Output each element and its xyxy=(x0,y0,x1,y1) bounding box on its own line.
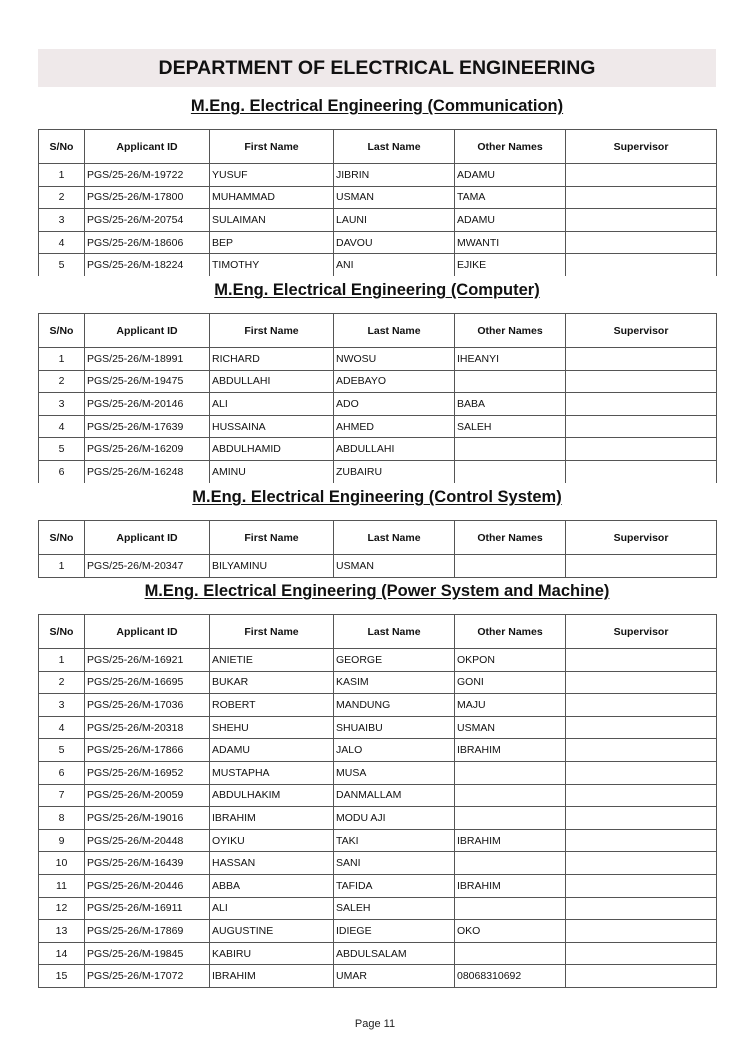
table-header-row xyxy=(39,130,717,164)
cell-applicant-id: PGS/25-26/M-19016 xyxy=(85,807,210,830)
table-row xyxy=(39,164,717,187)
cell-first-name: MUHAMMAD xyxy=(210,186,334,209)
cell-other-names: EJIKE xyxy=(455,254,566,276)
cell-applicant-id: PGS/25-26/M-16695 xyxy=(85,671,210,694)
cell-other-names xyxy=(455,942,566,965)
column-header-first-name: First Name xyxy=(210,521,334,555)
cell-sno: 1 xyxy=(39,164,85,187)
cell-supervisor xyxy=(566,761,717,784)
column-header-supervisor: Supervisor xyxy=(566,130,717,164)
cell-sno: 1 xyxy=(39,649,85,672)
cell-supervisor xyxy=(566,807,717,830)
cell-other-names: OKO xyxy=(455,920,566,943)
cell-applicant-id: PGS/25-26/M-20754 xyxy=(85,209,210,232)
cell-first-name: ABDULHAMID xyxy=(210,438,334,461)
cell-applicant-id: PGS/25-26/M-16209 xyxy=(85,438,210,461)
cell-sno: 7 xyxy=(39,784,85,807)
cell-first-name: SHEHU xyxy=(210,716,334,739)
column-header-first-name: First Name xyxy=(210,130,334,164)
table-row xyxy=(39,254,717,276)
cell-last-name: MUSA xyxy=(334,761,455,784)
cell-first-name: SULAIMAN xyxy=(210,209,334,232)
table-row xyxy=(39,784,717,807)
page-number: Page 11 xyxy=(354,1018,396,1030)
cell-first-name: TIMOTHY xyxy=(210,254,334,276)
cell-supervisor xyxy=(566,164,717,187)
cell-applicant-id: PGS/25-26/M-20059 xyxy=(85,784,210,807)
cell-supervisor xyxy=(566,920,717,943)
cell-first-name: MUSTAPHA xyxy=(210,761,334,784)
cell-other-names xyxy=(455,784,566,807)
cell-sno: 2 xyxy=(39,370,85,393)
table-row xyxy=(39,209,717,232)
cell-other-names: GONI xyxy=(455,671,566,694)
cell-supervisor xyxy=(566,694,717,717)
cell-sno: 13 xyxy=(39,920,85,943)
table-header-row xyxy=(39,521,717,555)
cell-applicant-id: PGS/25-26/M-19845 xyxy=(85,942,210,965)
column-header-last-name: Last Name xyxy=(334,615,455,649)
column-header-other-names: Other Names xyxy=(455,314,566,348)
cell-sno: 12 xyxy=(39,897,85,920)
cell-supervisor xyxy=(566,942,717,965)
cell-first-name: BILYAMINU xyxy=(210,555,334,578)
table-power-system xyxy=(38,614,717,988)
cell-last-name: USMAN xyxy=(334,186,455,209)
cell-last-name: DAVOU xyxy=(334,231,455,254)
column-header-supervisor: Supervisor xyxy=(566,314,717,348)
cell-first-name: HUSSAINA xyxy=(210,415,334,438)
table-row xyxy=(39,965,717,988)
table-row xyxy=(39,829,717,852)
table-row xyxy=(39,897,717,920)
cell-applicant-id: PGS/25-26/M-17800 xyxy=(85,186,210,209)
table-header-row xyxy=(39,615,717,649)
cell-applicant-id: PGS/25-26/M-20347 xyxy=(85,555,210,578)
cell-last-name: MANDUNG xyxy=(334,694,455,717)
cell-supervisor xyxy=(566,438,717,461)
table-row xyxy=(39,852,717,875)
cell-applicant-id: PGS/25-26/M-20446 xyxy=(85,874,210,897)
cell-last-name: ADEBAYO xyxy=(334,370,455,393)
column-header-other-names: Other Names xyxy=(455,130,566,164)
table-row xyxy=(39,942,717,965)
cell-last-name: DANMALLAM xyxy=(334,784,455,807)
table-row xyxy=(39,920,717,943)
cell-supervisor xyxy=(566,829,717,852)
cell-first-name: IBRAHIM xyxy=(210,807,334,830)
cell-applicant-id: PGS/25-26/M-20448 xyxy=(85,829,210,852)
cell-supervisor xyxy=(566,739,717,762)
cell-sno: 5 xyxy=(39,254,85,276)
cell-other-names: IBRAHIM xyxy=(455,829,566,852)
table-row xyxy=(39,761,717,784)
cell-last-name: SANI xyxy=(334,852,455,875)
column-header-last-name: Last Name xyxy=(334,314,455,348)
cell-first-name: ABDULLAHI xyxy=(210,370,334,393)
table-row xyxy=(39,694,717,717)
cell-other-names: BABA xyxy=(455,393,566,416)
cell-last-name: GEORGE xyxy=(334,649,455,672)
cell-applicant-id: PGS/25-26/M-18606 xyxy=(85,231,210,254)
column-header-supervisor: Supervisor xyxy=(566,615,717,649)
cell-sno: 4 xyxy=(39,231,85,254)
cell-supervisor xyxy=(566,186,717,209)
cell-other-names xyxy=(455,897,566,920)
cell-last-name: LAUNI xyxy=(334,209,455,232)
column-header-applicant-id: Applicant ID xyxy=(85,615,210,649)
cell-other-names xyxy=(455,555,566,578)
cell-last-name: SHUAIBU xyxy=(334,716,455,739)
cell-applicant-id: PGS/25-26/M-16921 xyxy=(85,649,210,672)
column-header-other-names: Other Names xyxy=(455,615,566,649)
cell-applicant-id: PGS/25-26/M-17866 xyxy=(85,739,210,762)
cell-last-name: ABDULSALAM xyxy=(334,942,455,965)
cell-applicant-id: PGS/25-26/M-16439 xyxy=(85,852,210,875)
column-header-other-names: Other Names xyxy=(455,521,566,555)
department-title: DEPARTMENT OF ELECTRICAL ENGINEERING xyxy=(158,56,596,79)
cell-first-name: AUGUSTINE xyxy=(210,920,334,943)
table-row xyxy=(39,348,717,371)
cell-sno: 1 xyxy=(39,555,85,578)
cell-first-name: RICHARD xyxy=(210,348,334,371)
table-computer xyxy=(38,313,717,483)
cell-sno: 3 xyxy=(39,393,85,416)
table-row xyxy=(39,231,717,254)
table-row xyxy=(39,438,717,461)
cell-other-names: SALEH xyxy=(455,415,566,438)
cell-first-name: ADAMU xyxy=(210,739,334,762)
table-row xyxy=(39,415,717,438)
cell-supervisor xyxy=(566,254,717,276)
cell-applicant-id: PGS/25-26/M-17869 xyxy=(85,920,210,943)
column-header-first-name: First Name xyxy=(210,615,334,649)
cell-last-name: TAKI xyxy=(334,829,455,852)
cell-first-name: HASSAN xyxy=(210,852,334,875)
cell-supervisor xyxy=(566,671,717,694)
column-header-last-name: Last Name xyxy=(334,130,455,164)
table-row xyxy=(39,649,717,672)
cell-last-name: NWOSU xyxy=(334,348,455,371)
cell-last-name: AHMED xyxy=(334,415,455,438)
cell-first-name: YUSUF xyxy=(210,164,334,187)
cell-supervisor xyxy=(566,965,717,988)
cell-applicant-id: PGS/25-26/M-17036 xyxy=(85,694,210,717)
table-row xyxy=(39,460,717,482)
department-header-band xyxy=(38,49,716,87)
cell-first-name: ROBERT xyxy=(210,694,334,717)
section-title-communication: M.Eng. Electrical Engineering (Communication) xyxy=(190,97,564,115)
cell-other-names: IHEANYI xyxy=(455,348,566,371)
cell-other-names xyxy=(455,761,566,784)
cell-last-name: ANI xyxy=(334,254,455,276)
column-header-last-name: Last Name xyxy=(334,521,455,555)
cell-other-names: TAMA xyxy=(455,186,566,209)
cell-sno: 2 xyxy=(39,671,85,694)
cell-last-name: ABDULLAHI xyxy=(334,438,455,461)
cell-other-names: OKPON xyxy=(455,649,566,672)
table-row xyxy=(39,393,717,416)
cell-supervisor xyxy=(566,716,717,739)
cell-other-names: ADAMU xyxy=(455,209,566,232)
cell-applicant-id: PGS/25-26/M-18991 xyxy=(85,348,210,371)
cell-applicant-id: PGS/25-26/M-16248 xyxy=(85,460,210,482)
cell-applicant-id: PGS/25-26/M-18224 xyxy=(85,254,210,276)
column-header-sno: S/No xyxy=(39,615,85,649)
cell-supervisor xyxy=(566,231,717,254)
cell-sno: 6 xyxy=(39,460,85,482)
cell-first-name: BUKAR xyxy=(210,671,334,694)
cell-last-name: ADO xyxy=(334,393,455,416)
table-row xyxy=(39,671,717,694)
cell-sno: 2 xyxy=(39,186,85,209)
section-title-computer: M.Eng. Electrical Engineering (Computer) xyxy=(214,281,540,299)
cell-other-names: IBRAHIM xyxy=(455,874,566,897)
cell-other-names xyxy=(455,807,566,830)
cell-supervisor xyxy=(566,555,717,578)
column-header-sno: S/No xyxy=(39,314,85,348)
cell-first-name: OYIKU xyxy=(210,829,334,852)
cell-supervisor xyxy=(566,852,717,875)
cell-sno: 5 xyxy=(39,438,85,461)
table-row xyxy=(39,716,717,739)
cell-first-name: BEP xyxy=(210,231,334,254)
cell-other-names: IBRAHIM xyxy=(455,739,566,762)
cell-last-name: ZUBAIRU xyxy=(334,460,455,482)
table-row xyxy=(39,370,717,393)
cell-first-name: ALI xyxy=(210,393,334,416)
cell-sno: 3 xyxy=(39,209,85,232)
section-title-power-system: M.Eng. Electrical Engineering (Power System and Machine) xyxy=(144,582,610,600)
table-control-system xyxy=(38,520,717,578)
column-header-sno: S/No xyxy=(39,521,85,555)
cell-supervisor xyxy=(566,460,717,482)
cell-applicant-id: PGS/25-26/M-20146 xyxy=(85,393,210,416)
cell-supervisor xyxy=(566,874,717,897)
cell-first-name: ALI xyxy=(210,897,334,920)
cell-last-name: KASIM xyxy=(334,671,455,694)
cell-first-name: KABIRU xyxy=(210,942,334,965)
cell-other-names: MWANTI xyxy=(455,231,566,254)
cell-last-name: JALO xyxy=(334,739,455,762)
cell-applicant-id: PGS/25-26/M-16952 xyxy=(85,761,210,784)
cell-last-name: IDIEGE xyxy=(334,920,455,943)
cell-first-name: IBRAHIM xyxy=(210,965,334,988)
cell-supervisor xyxy=(566,370,717,393)
cell-other-names: USMAN xyxy=(455,716,566,739)
cell-sno: 5 xyxy=(39,739,85,762)
cell-sno: 3 xyxy=(39,694,85,717)
table-header-row xyxy=(39,314,717,348)
table-communication xyxy=(38,129,717,276)
cell-other-names: ADAMU xyxy=(455,164,566,187)
table-row xyxy=(39,739,717,762)
cell-other-names xyxy=(455,852,566,875)
cell-sno: 6 xyxy=(39,761,85,784)
cell-supervisor xyxy=(566,784,717,807)
cell-supervisor xyxy=(566,649,717,672)
column-header-first-name: First Name xyxy=(210,314,334,348)
cell-supervisor xyxy=(566,348,717,371)
cell-last-name: MODU AJI xyxy=(334,807,455,830)
cell-first-name: ANIETIE xyxy=(210,649,334,672)
column-header-supervisor: Supervisor xyxy=(566,521,717,555)
cell-last-name: JIBRIN xyxy=(334,164,455,187)
table-row xyxy=(39,807,717,830)
table-row xyxy=(39,555,717,578)
table-row xyxy=(39,874,717,897)
cell-sno: 4 xyxy=(39,716,85,739)
cell-sno: 9 xyxy=(39,829,85,852)
cell-applicant-id: PGS/25-26/M-17072 xyxy=(85,965,210,988)
cell-applicant-id: PGS/25-26/M-19475 xyxy=(85,370,210,393)
cell-sno: 4 xyxy=(39,415,85,438)
cell-supervisor xyxy=(566,897,717,920)
table-row xyxy=(39,186,717,209)
cell-applicant-id: PGS/25-26/M-19722 xyxy=(85,164,210,187)
cell-other-names xyxy=(455,438,566,461)
cell-supervisor xyxy=(566,393,717,416)
cell-sno: 15 xyxy=(39,965,85,988)
cell-sno: 11 xyxy=(39,874,85,897)
cell-applicant-id: PGS/25-26/M-17639 xyxy=(85,415,210,438)
cell-last-name: SALEH xyxy=(334,897,455,920)
cell-first-name: ABDULHAKIM xyxy=(210,784,334,807)
cell-sno: 14 xyxy=(39,942,85,965)
cell-last-name: TAFIDA xyxy=(334,874,455,897)
section-title-control-system: M.Eng. Electrical Engineering (Control System) xyxy=(192,488,562,506)
cell-other-names xyxy=(455,460,566,482)
cell-other-names: 08068310692 xyxy=(455,965,566,988)
cell-first-name: ABBA xyxy=(210,874,334,897)
cell-first-name: AMINU xyxy=(210,460,334,482)
column-header-applicant-id: Applicant ID xyxy=(85,314,210,348)
column-header-applicant-id: Applicant ID xyxy=(85,521,210,555)
cell-applicant-id: PGS/25-26/M-20318 xyxy=(85,716,210,739)
cell-last-name: USMAN xyxy=(334,555,455,578)
column-header-sno: S/No xyxy=(39,130,85,164)
cell-last-name: UMAR xyxy=(334,965,455,988)
cell-other-names xyxy=(455,370,566,393)
cell-supervisor xyxy=(566,415,717,438)
cell-sno: 8 xyxy=(39,807,85,830)
cell-sno: 10 xyxy=(39,852,85,875)
cell-other-names: MAJU xyxy=(455,694,566,717)
cell-applicant-id: PGS/25-26/M-16911 xyxy=(85,897,210,920)
cell-supervisor xyxy=(566,209,717,232)
column-header-applicant-id: Applicant ID xyxy=(85,130,210,164)
cell-sno: 1 xyxy=(39,348,85,371)
